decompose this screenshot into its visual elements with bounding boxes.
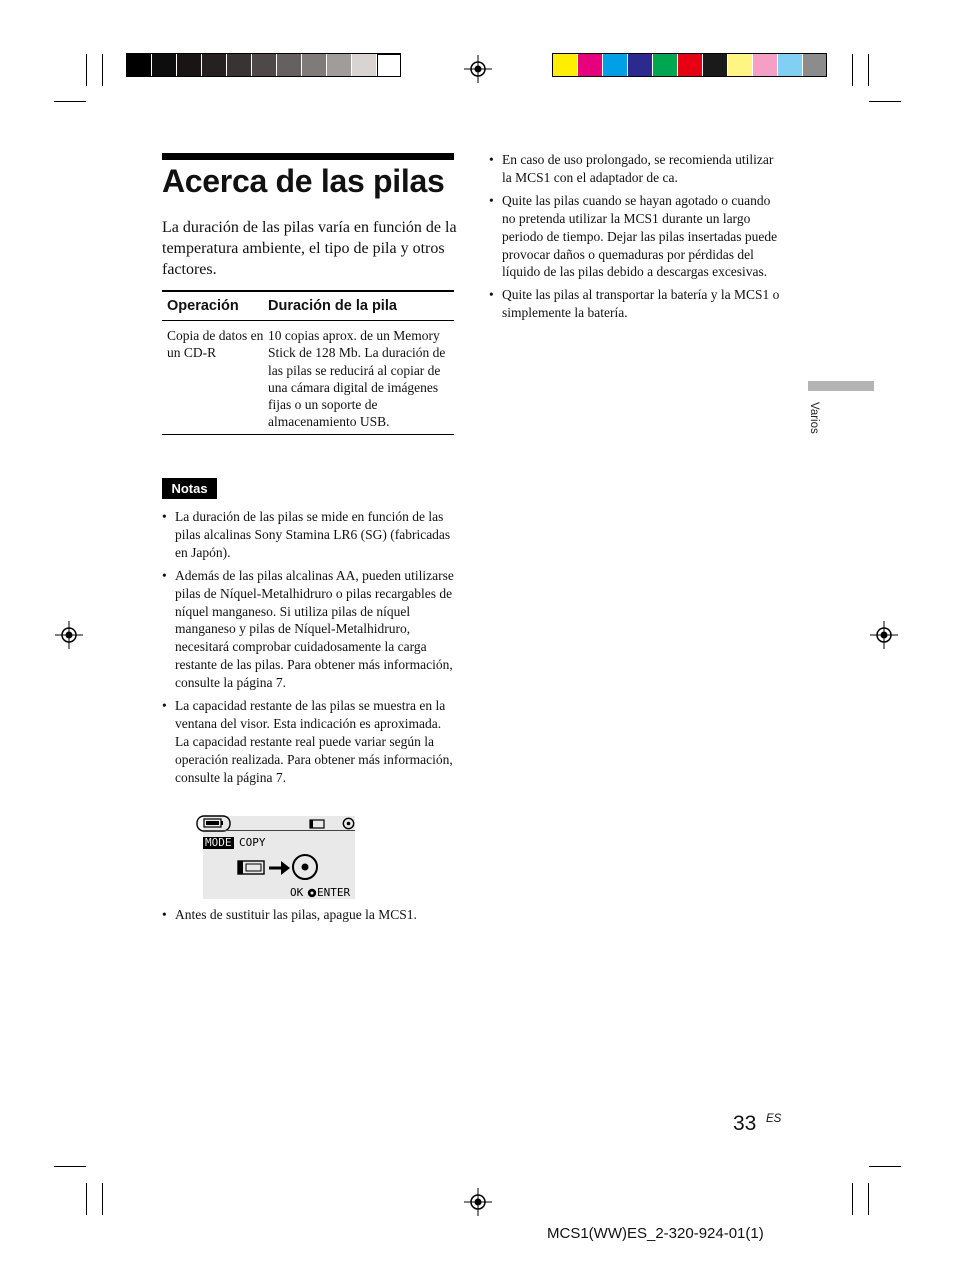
list-item: • Quite las pilas cuando se hayan agotado o cuando no pretenda utilizar la MCS1 durante un largo periodo de tiempo. Dejar las pilas insertadas puede provocar daños o quemaduras por pérdidas del líquido de las pilas debido a descargas excesivas. bbox=[489, 192, 781, 282]
lcd-copy-label: COPY bbox=[239, 836, 266, 849]
table-cell-operation: Copia de datos en un CD-R bbox=[167, 328, 264, 361]
list-item: • Antes de sustituir las pilas, apague la MCS1. bbox=[162, 906, 458, 924]
registration-mark-icon bbox=[870, 621, 898, 649]
notes-list-continued bbox=[162, 906, 458, 929]
list-item: • En caso de uso prolongado, se recomienda utilizar la MCS1 con el adaptador de ca. bbox=[489, 151, 781, 187]
list-item: • La capacidad restante de las pilas se muestra en la ventana del visor. Esta indicación es aproximada. La capacidad restante real puede variar según la operación realizada. Para obtener más información, consulte la página 7. bbox=[162, 697, 458, 787]
section-label: Varios bbox=[808, 402, 820, 434]
page-language-code: ES bbox=[766, 1113, 782, 1125]
notes-badge: Notas bbox=[162, 478, 217, 499]
lcd-ok-label: OK bbox=[290, 886, 304, 899]
crop-mark bbox=[852, 54, 853, 86]
crop-mark bbox=[102, 54, 103, 86]
registration-mark-icon bbox=[464, 55, 492, 83]
memory-card-icon bbox=[309, 819, 325, 829]
battery-life-table bbox=[162, 290, 454, 435]
notes-list bbox=[162, 508, 458, 792]
crop-mark bbox=[54, 1166, 86, 1167]
crop-mark bbox=[54, 101, 86, 102]
intro-paragraph: La duración de las pilas varía en función de la temperatura ambiente, el tipo de pila y otros factores. bbox=[162, 219, 457, 278]
battery-icon bbox=[195, 814, 235, 834]
document-code: MCS1(WW)ES_2-320-924-01(1) bbox=[547, 1225, 764, 1242]
crop-mark bbox=[868, 54, 869, 86]
table-header-operation: Operación bbox=[167, 298, 239, 314]
memory-to-disc-icon bbox=[235, 853, 325, 883]
title-rule bbox=[162, 153, 454, 160]
disc-icon bbox=[342, 817, 355, 830]
table-cell-duration: 10 copias aprox. de un Memory Stick de 128 Mb. La duración de las pilas se reducirá al copiar de una cámara digital de imágenes fijas o un soporte de almacenamiento USB. bbox=[268, 328, 446, 430]
page-title: Acerca de las pilas bbox=[162, 163, 445, 199]
right-column-notes bbox=[489, 151, 781, 327]
registration-mark-icon bbox=[55, 621, 83, 649]
lcd-enter-label: ENTER bbox=[317, 886, 351, 899]
lcd-display-illustration bbox=[203, 816, 355, 899]
crop-mark bbox=[852, 1183, 853, 1215]
crop-mark bbox=[102, 1183, 103, 1215]
calibration-bar-frame bbox=[552, 53, 827, 77]
section-tab bbox=[808, 381, 874, 391]
table-row bbox=[162, 321, 454, 435]
crop-mark bbox=[86, 54, 87, 86]
crop-mark bbox=[869, 1166, 901, 1167]
lcd-separator bbox=[203, 830, 355, 831]
calibration-bar-frame bbox=[126, 53, 401, 77]
table-header-row bbox=[162, 292, 454, 321]
page-number: 33 bbox=[733, 1112, 757, 1135]
registration-mark-icon bbox=[464, 1188, 492, 1216]
crop-mark bbox=[868, 1183, 869, 1215]
list-item: • Quite las pilas al transportar la batería y la MCS1 o simplemente la batería. bbox=[489, 286, 781, 322]
lcd-mode-label: MODE bbox=[205, 836, 232, 849]
crop-mark bbox=[869, 101, 901, 102]
list-item: • Además de las pilas alcalinas AA, pueden utilizarse pilas de Níquel-Metalhidruro o pilas recargables de níquel manganeso. Si utiliza pilas de níquel manganeso y pilas de Níquel-Metalhidruro, necesitará comprobar cuidadosamente la carga restante de las pilas. Para obtener más información, consulte la página 7. bbox=[162, 567, 458, 692]
enter-button-icon bbox=[307, 888, 317, 898]
table-header-duration: Duración de la pila bbox=[268, 298, 397, 314]
list-item: • La duración de las pilas se mide en función de las pilas alcalinas Sony Stamina LR6 (SG) (fabricadas en Japón). bbox=[162, 508, 458, 562]
crop-mark bbox=[86, 1183, 87, 1215]
